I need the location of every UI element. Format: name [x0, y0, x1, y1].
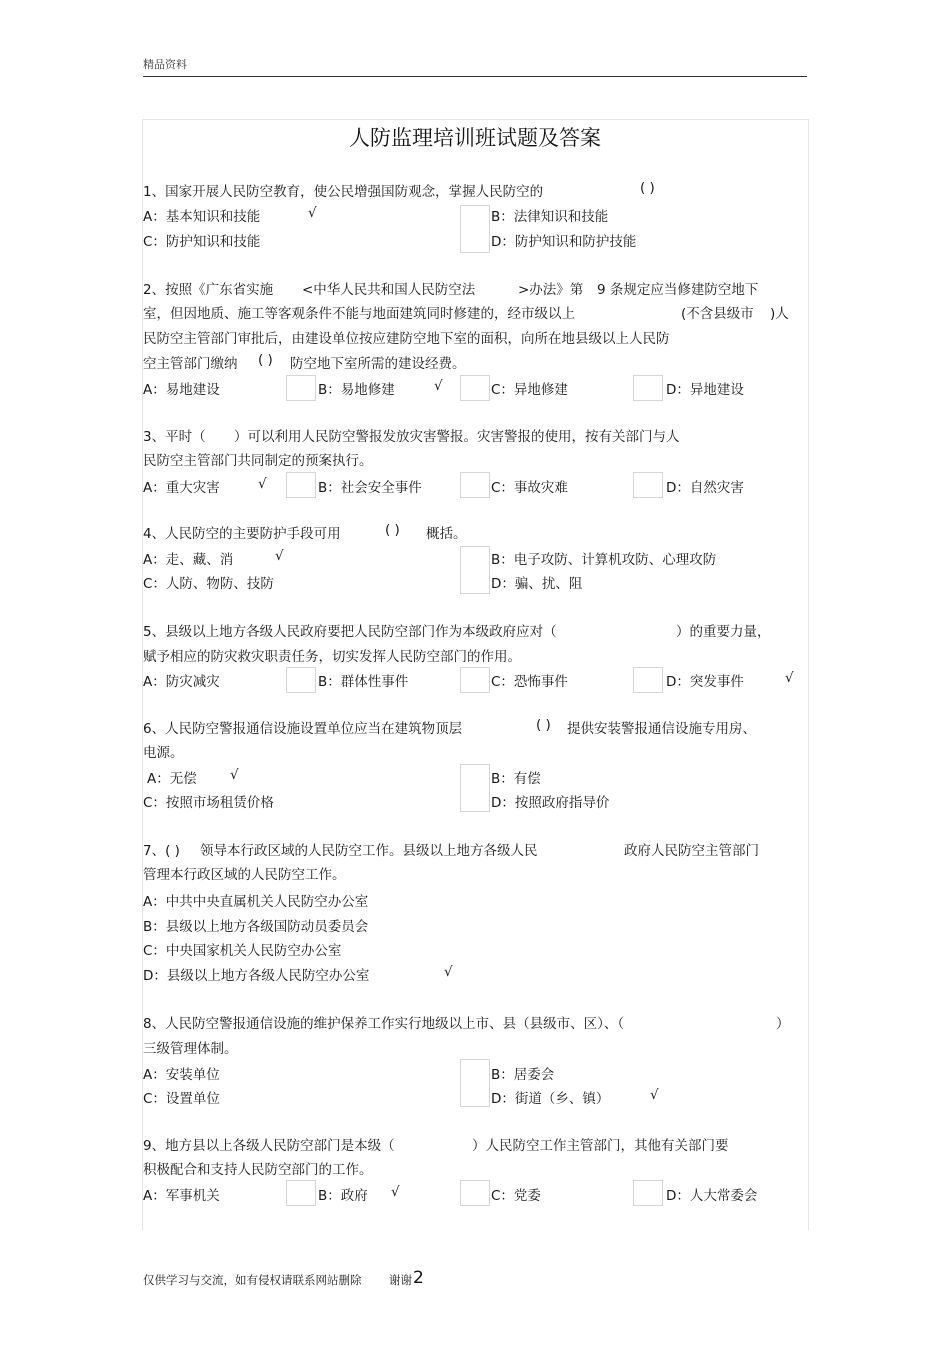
q2-stem-4a: 空主管部门缴纳: [143, 356, 238, 372]
q9-option-c: C：党委: [491, 1188, 541, 1204]
q7-option-b: B：县级以上地方各级国防动员委员会: [143, 919, 369, 935]
q3-option-b: B：社会安全事件: [318, 480, 422, 496]
q6-blank: ( ): [536, 717, 551, 733]
q6-blank-box: [460, 764, 490, 812]
q2-blank: ( ): [258, 352, 273, 368]
q2-box-b: [286, 375, 316, 401]
q7-option-a: A：中共中央直属机关人民防空办公室: [143, 894, 369, 910]
q9-option-a: A：军事机关: [143, 1188, 220, 1204]
q1-option-d: D：防护知识和防护技能: [491, 234, 637, 250]
q8-option-d: D：街道（乡、镇）: [491, 1091, 610, 1107]
q6-answer-check: √: [230, 767, 239, 783]
q3-box-c: [460, 472, 490, 498]
q9-stem-2: 积极配合和支持人民防空部门的工作。: [143, 1162, 373, 1178]
q5-answer-check: √: [785, 670, 794, 686]
footer-thanks: 谢谢: [389, 1273, 412, 1287]
q5-box-d: [633, 667, 663, 693]
q6-option-d: D：按照政府指导价: [491, 795, 610, 811]
q8-blank-box: [460, 1059, 490, 1107]
q2-option-b: B：易地修建: [318, 382, 395, 398]
q4-answer-check: √: [275, 548, 284, 564]
q2-stem-2a: 室，但因地质、施工等客观条件不能与地面建筑同时修建的，经市级以上: [143, 306, 575, 322]
q5-option-a: A：防灾减灾: [143, 674, 220, 690]
q6-option-a: A：无偿: [147, 771, 197, 787]
q9-box-c: [460, 1180, 490, 1206]
q1-stem: 1、国家开展人民防空教育，使公民增强国防观念，掌握人民防空的: [143, 184, 544, 200]
page-title: 人防监理培训班试题及答案: [349, 126, 601, 150]
page-number: 2: [413, 1268, 424, 1288]
q3-option-a: A：重大灾害: [143, 480, 220, 496]
q9-option-d: D：人大常委会: [666, 1188, 758, 1204]
q8-option-a: A：安装单位: [143, 1067, 220, 1083]
q6-stem-1b: 提供安装警报通信设施专用房、: [567, 721, 756, 737]
q2-option-c: C：异地修建: [491, 382, 568, 398]
q2-stem-4b: 防空地下室所需的建设经费。: [290, 356, 466, 372]
q3-stem-1a: 3、平时（: [143, 429, 206, 445]
q2-stem-1d: 9 条规定应当修建防空地下: [597, 282, 759, 298]
q8-option-c: C：设置单位: [143, 1091, 220, 1107]
q3-answer-check: √: [258, 476, 267, 492]
q5-stem-1b: ）的重要力量，: [676, 624, 771, 640]
q1-blank: ( ): [640, 180, 655, 196]
q3-box-b: [286, 472, 316, 498]
header-rule: [143, 76, 807, 77]
q7-stem-1a: 领导本行政区域的人民防空工作。县级以上地方各级人民: [200, 843, 538, 859]
q3-stem-2: 民防空主管部门共同制定的预案执行。: [143, 453, 373, 469]
q2-box-c: [460, 375, 490, 401]
q2-stem-1a: 2、按照《广东省实施: [143, 282, 274, 298]
q3-box-d: [633, 472, 663, 498]
footer-disclaimer: 仅供学习与交流，如有侵权请联系网站删除: [143, 1273, 362, 1287]
q7-stem-2: 管理本行政区域的人民防空工作。: [143, 867, 346, 883]
q4-stem-a: 4、人民防空的主要防护手段可用: [143, 526, 341, 542]
q1-answer-check: √: [308, 205, 317, 221]
q9-stem-1b: ）人民防空工作主管部门，其他有关部门要: [472, 1138, 729, 1154]
q4-option-b: B：电子攻防、计算机攻防、心理攻防: [491, 552, 717, 568]
q2-stem-2b: (不含县级市: [681, 306, 754, 322]
q8-stem-1a: 8、人民防空警报通信设施的维护保养工作实行地级以上市、县（县级市、区）、（: [143, 1016, 625, 1032]
q4-stem-b: 概括。: [426, 526, 467, 542]
q8-option-b: B：居委会: [491, 1067, 555, 1083]
q6-option-b: B：有偿: [491, 771, 541, 787]
q3-option-d: D：自然灾害: [666, 480, 744, 496]
q9-option-b: B：政府: [318, 1188, 368, 1204]
q3-stem-1b: ）可以利用人民防空警报发放灾害警报。灾害警报的使用，按有关部门与人: [234, 429, 680, 445]
q4-blank-box: [460, 546, 490, 594]
q2-answer-check: √: [434, 378, 443, 394]
q4-option-a: A：走、藏、消: [143, 552, 234, 568]
q8-stem-1b: ）: [776, 1016, 790, 1032]
q5-box-c: [460, 667, 490, 693]
q6-option-c: C：按照市场租赁价格: [143, 795, 274, 811]
q2-stem-2c: )人: [770, 306, 789, 322]
q2-stem-1b: <中华人民共和国人民防空法: [302, 282, 476, 298]
q8-stem-2: 三级管理体制。: [143, 1041, 238, 1057]
q7-blank: 7、( ): [143, 843, 180, 859]
q2-box-d: [633, 375, 663, 401]
q4-blank: ( ): [385, 522, 400, 538]
q1-blank-box: [460, 205, 490, 253]
q1-option-b: B：法律知识和技能: [491, 209, 609, 225]
page-header-label: 精品资料: [143, 58, 187, 71]
q8-answer-check: √: [650, 1087, 659, 1103]
q2-option-a: A：易地建设: [143, 382, 220, 398]
q5-option-d: D：突发事件: [666, 674, 744, 690]
q6-stem-1a: 6、人民防空警报通信设施设置单位应当在建筑物顶层: [143, 721, 463, 737]
q2-stem-1c: >办法》第: [518, 282, 584, 298]
q4-option-c: C：人防、物防、技防: [143, 576, 274, 592]
q3-option-c: C：事故灾难: [491, 480, 568, 496]
q6-stem-2: 电源。: [143, 745, 184, 761]
q5-box-b: [286, 667, 316, 693]
q9-box-b: [286, 1180, 316, 1206]
q4-option-d: D：骗、扰、阻: [491, 576, 583, 592]
q9-box-d: [633, 1180, 663, 1206]
q7-option-d: D：县级以上地方各级人民防空办公室: [143, 968, 370, 984]
q5-option-b: B：群体性事件: [318, 674, 409, 690]
q9-stem-1a: 9、地方县以上各级人民防空部门是本级（: [143, 1138, 395, 1154]
q5-stem-2: 赋予相应的防灾救灾职责任务，切实发挥人民防空部门的作用。: [143, 649, 521, 665]
q1-option-a: A：基本知识和技能: [143, 209, 261, 225]
q9-answer-check: √: [391, 1184, 400, 1200]
q7-option-c: C：中央国家机关人民防空办公室: [143, 943, 342, 959]
q5-option-c: C：恐怖事件: [491, 674, 568, 690]
q7-stem-1b: 政府人民防空主管部门: [624, 843, 759, 859]
q7-answer-check: √: [444, 964, 453, 980]
q2-option-d: D：异地建设: [666, 382, 744, 398]
q1-option-c: C：防护知识和技能: [143, 234, 261, 250]
q5-stem-1a: 5、县级以上地方各级人民政府要把人民防空部门作为本级政府应对（: [143, 624, 557, 640]
q2-stem-3: 民防空主管部门审批后，由建设单位按应建防空地下室的面积，向所在地县级以上人民防: [143, 331, 670, 347]
